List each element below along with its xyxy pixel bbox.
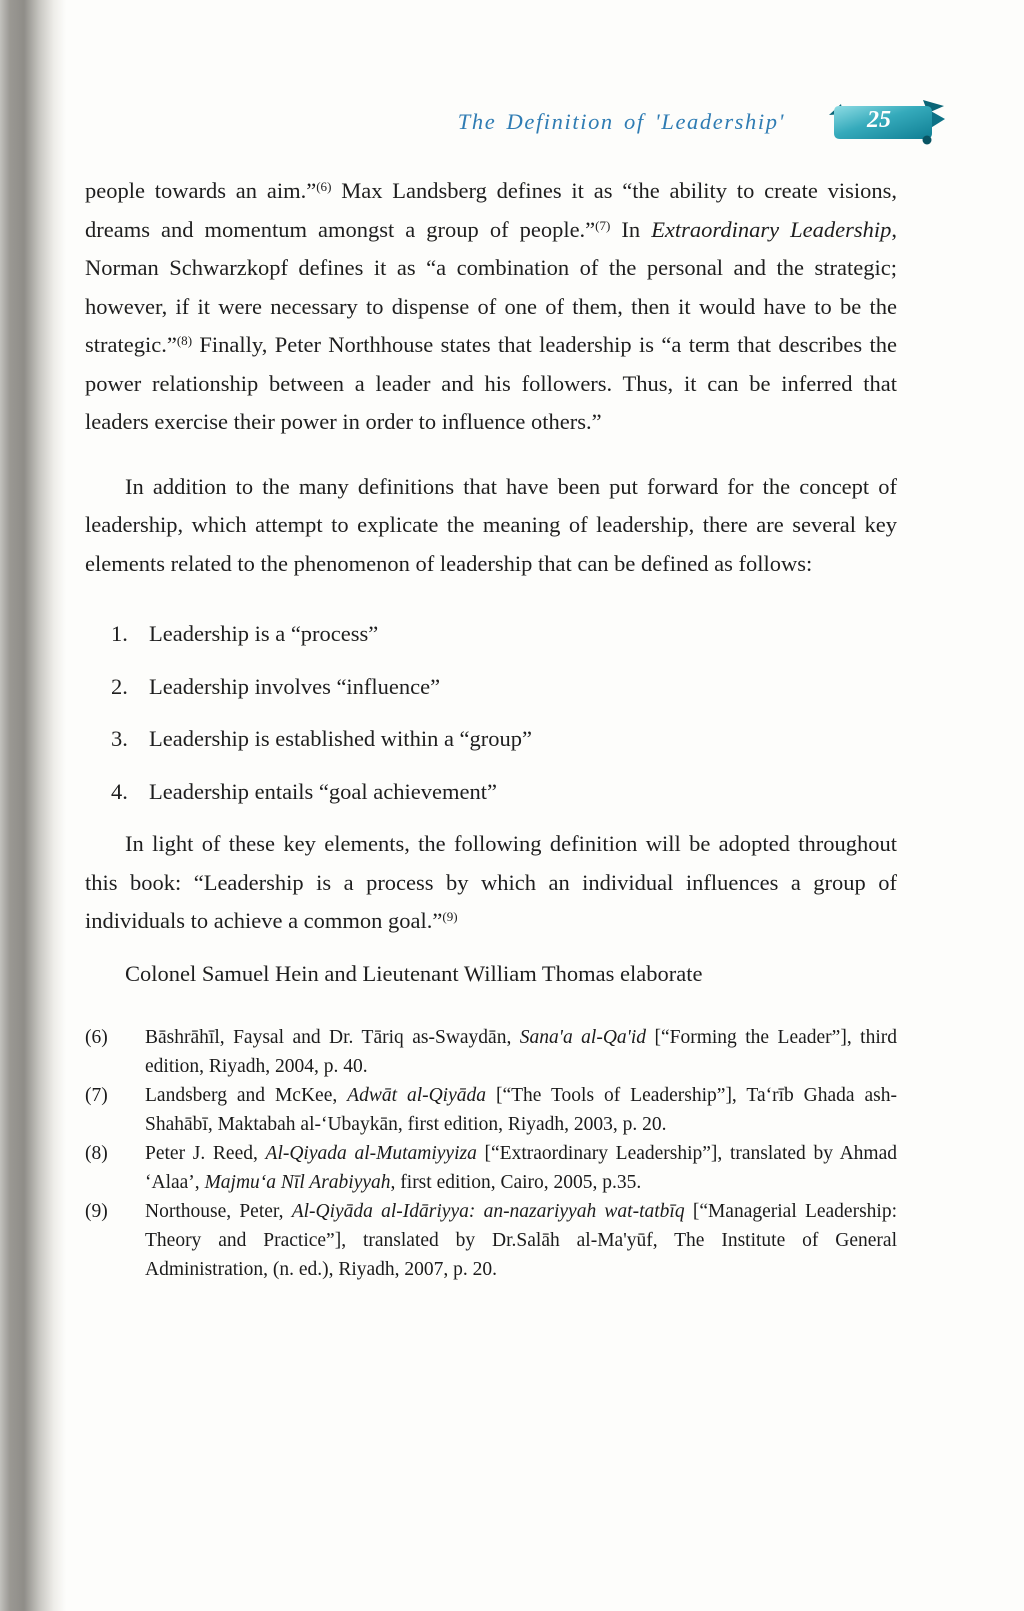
text-run: Northouse, Peter, bbox=[145, 1201, 292, 1222]
text-run: [“Managerial Leadership: Theory and Practice”], translated by Dr.Salāh al-Ma'yūf, The Institute of General Administration, (n. ed.), Riyadh, 2007, p. 20. bbox=[145, 1201, 898, 1280]
text-run: Colonel Samuel Hein and Lieutenant William Thomas elaborate bbox=[125, 960, 703, 986]
text-run: In light of these key elements, the following definition will be adopted throughout this book: “Leadership is a process by which an individual influences a group of individuals to achieve a common goal.” bbox=[85, 831, 897, 933]
page-number-banner bbox=[827, 98, 945, 146]
text-run: [“Extraordinary Leadership”], translated by Ahmad ‘Alaa’, bbox=[145, 1143, 897, 1193]
footnote-marker: (6) bbox=[316, 179, 332, 195]
item-text bbox=[145, 1139, 897, 1197]
text-run: In bbox=[610, 216, 652, 242]
key-element-item bbox=[111, 720, 897, 759]
text-run: , Norman Schwarzkopf defines it as “a combination of the personal and the strategic; however, if it were necessary to dispense of one of them, then it would have to be the strategic.” bbox=[85, 216, 897, 357]
key-element-item bbox=[111, 615, 897, 654]
footnote-item bbox=[85, 1197, 897, 1284]
footnotes-section bbox=[85, 1023, 897, 1284]
paragraph-adopted-definition bbox=[85, 825, 897, 941]
key-element-item bbox=[111, 668, 897, 707]
text-run: , first edition, Cairo, 2005, p.35. bbox=[390, 1172, 642, 1193]
footnote-marker: (7) bbox=[595, 217, 611, 233]
item-number: 2. bbox=[111, 673, 128, 699]
item-number: (8) bbox=[85, 1143, 108, 1164]
item-number: 3. bbox=[111, 726, 128, 751]
footnote-item bbox=[85, 1081, 897, 1139]
item-text: Leadership is a “process” bbox=[149, 621, 379, 646]
text-run: Landsberg and McKee, bbox=[145, 1085, 348, 1106]
item-text bbox=[145, 1081, 897, 1139]
item-number: (9) bbox=[85, 1201, 108, 1222]
page-gutter-shadow bbox=[0, 0, 66, 1611]
key-element-item bbox=[111, 773, 897, 812]
italic-title-text: Al-Qiyāda al-Idāriyya: an-nazariyyah wat-tatbīq bbox=[291, 1201, 685, 1222]
page-number: 25 bbox=[867, 107, 891, 133]
footnote-marker: (8) bbox=[176, 333, 193, 349]
page-content bbox=[85, 0, 897, 1284]
item-text: Leadership is established within a “group” bbox=[149, 726, 533, 751]
text-run: In addition to the many definitions that have been put forward for the concept of leadership, which attempt to explicate the meaning of leadership, there are several key elements related to the phenomenon of leadership that can be defined as follows: bbox=[85, 473, 897, 576]
text-run: people towards an aim.” bbox=[85, 178, 317, 203]
paragraph-colonel-lead-in bbox=[85, 955, 897, 994]
item-number: 1. bbox=[111, 621, 128, 646]
text-run: Bāshrāhīl, Faysal and Dr. Tāriq as-Swaydān, bbox=[145, 1027, 520, 1048]
italic-title-text: Majmu‘a Nīl Arabiyyah bbox=[204, 1172, 391, 1193]
paragraph-key-elements-intro bbox=[85, 468, 897, 584]
key-elements-list bbox=[111, 615, 897, 811]
text-run: [“The Tools of Leadership”], Ta‘rīb Ghada ash-Shahābī, Maktabah al-‘Ubaykān, first edition, Riyadh, 2003, p. 20. bbox=[145, 1085, 897, 1135]
text-run: Max Landsberg defines it as “the ability to create visions, dreams and momentum amongst a group of people.” bbox=[85, 178, 897, 242]
chapter-title: The Definition of 'Leadership' bbox=[457, 109, 785, 134]
item-number: (7) bbox=[85, 1085, 108, 1106]
text-run: Peter J. Reed, bbox=[145, 1143, 266, 1164]
item-text bbox=[145, 1023, 897, 1081]
item-number: (6) bbox=[85, 1027, 108, 1048]
paragraph-definitions bbox=[85, 172, 897, 442]
page-header bbox=[85, 98, 897, 146]
italic-title-text: Sana'a al-Qa'id bbox=[519, 1027, 647, 1048]
italic-title-text: Extraordinary Leadership bbox=[651, 216, 892, 242]
italic-title-text: Adwāt al-Qiyāda bbox=[347, 1085, 487, 1106]
footnote-item bbox=[85, 1023, 897, 1081]
text-run: Finally, Peter Northhouse states that leadership is “a term that describes the power relationship between a leader and his followers. Thus, it can be inferred that leaders exercise their power in order to influence others.” bbox=[85, 332, 897, 434]
item-number: 4. bbox=[111, 778, 128, 804]
item-text: Leadership involves “influence” bbox=[149, 673, 441, 699]
item-text: Leadership entails “goal achievement” bbox=[149, 778, 497, 804]
footnote-marker: (9) bbox=[442, 909, 458, 925]
text-run: [“Forming the Leader”], third edition, Riyadh, 2004, p. 40. bbox=[145, 1027, 897, 1077]
item-text bbox=[145, 1197, 897, 1284]
italic-title-text: Al-Qiyada al-Mutamiyyiza bbox=[265, 1143, 477, 1164]
footnote-item bbox=[85, 1139, 897, 1197]
